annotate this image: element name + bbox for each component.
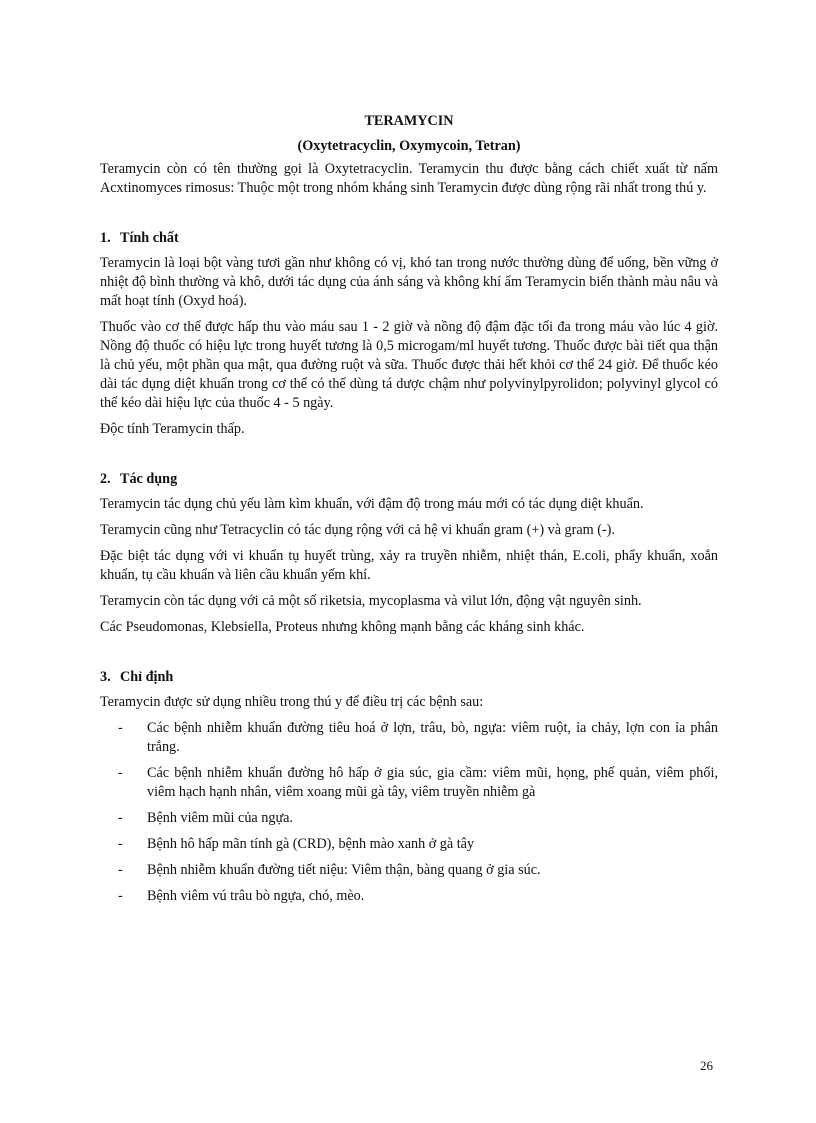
list-item-text: Bệnh viêm mũi của ngựa. bbox=[147, 810, 293, 826]
document-subtitle: (Oxytetracyclin, Oxymycoin, Tetran) bbox=[297, 138, 521, 154]
section-number: 1. bbox=[100, 230, 111, 246]
list-bullet: - bbox=[118, 862, 123, 878]
list-item bbox=[100, 809, 718, 828]
paragraph: Teramycin là loại bột vàng tươi gần như không có vị, khó tan trong nước thường dùng để uống, bền vững ở nhiệt độ bình thường và khô, dưới tác dụng của ánh sáng và không khí ẩm Teramycin biến thành màu nâu và mất hoạt tính (Oxyd hoá). bbox=[100, 255, 718, 309]
section-heading-text: Chỉ định bbox=[120, 669, 174, 685]
section-heading-chi-dinh bbox=[100, 668, 718, 687]
list-item bbox=[100, 861, 718, 880]
list-item bbox=[100, 764, 718, 802]
list-item-text: Bệnh nhiễm khuẩn đường tiết niệu: Viêm thận, bàng quang ở gia súc. bbox=[147, 862, 541, 878]
document-body bbox=[100, 112, 718, 913]
list-item bbox=[100, 719, 718, 757]
intro-paragraph: Teramycin còn có tên thường gọi là Oxytetracyclin. Teramycin thu được bằng cách chiết xuất từ nấm Acxtinomyces rimosus: Thuộc một trong nhóm kháng sinh Teramycin được dùng rộng rãi nhất trong thú y. bbox=[100, 161, 718, 196]
list-item-text: Các bệnh nhiễm khuẩn đường hô hấp ở gia súc, gia cầm: viêm mũi, họng, phế quản, viêm phổi, viêm hạch hạnh nhân, viêm xoang mũi gà tây, viêm truyền nhiễm gà bbox=[147, 765, 718, 800]
list-bullet: - bbox=[118, 888, 123, 904]
paragraph: Teramycin còn tác dụng với cả một số riketsia, mycoplasma và vilut lớn, động vật nguyên sinh. bbox=[100, 593, 642, 609]
list-item-text: Các bệnh nhiễm khuẩn đường tiêu hoá ở lợn, trâu, bò, ngựa: viêm ruột, ỉa chảy, lợn con ỉa phân trắng. bbox=[147, 720, 718, 755]
paragraph: Độc tính Teramycin thấp. bbox=[100, 421, 245, 437]
section-heading-text: Tính chất bbox=[120, 230, 179, 246]
document-title: TERAMYCIN bbox=[364, 113, 454, 129]
section-heading-tac-dung bbox=[100, 470, 718, 489]
paragraph: Đặc biệt tác dụng với vi khuẩn tụ huyết trùng, xảy ra truyền nhiễm, nhiệt thán, E.coli, phẩy khuẩn, xoắn khuẩn, tụ cầu khuẩn và liên cầu khuẩn yếm khí. bbox=[100, 548, 718, 583]
list-item bbox=[100, 887, 718, 906]
list-item-text: Bệnh hô hấp mãn tính gà (CRD), bệnh mào xanh ở gà tây bbox=[147, 836, 475, 852]
list-item-text: Bệnh viêm vú trâu bò ngựa, chó, mèo. bbox=[147, 888, 365, 904]
section-number: 2. bbox=[100, 471, 111, 487]
section-heading-text: Tác dụng bbox=[120, 471, 178, 487]
list-bullet: - bbox=[118, 836, 123, 852]
list-item bbox=[100, 835, 718, 854]
list-bullet: - bbox=[118, 720, 123, 736]
list-bullet: - bbox=[118, 810, 123, 826]
paragraph: Teramycin được sử dụng nhiều trong thú y để điều trị các bệnh sau: bbox=[100, 694, 484, 710]
section-heading-tinh-chat bbox=[100, 229, 718, 248]
paragraph: Thuốc vào cơ thể được hấp thu vào máu sau 1 - 2 giờ và nồng độ đậm đặc tối đa trong máu vào lúc 4 giờ. Nồng độ thuốc có hiệu lực trong huyết tương là 0,5 microgam/ml huyết tương. Thuốc được bài tiết qua thận là chủ yếu, một phần qua mật, qua đường ruột và sữa. Thuốc được thải hết khỏi cơ thể 24 giờ. Để thuốc kéo dài tác dụng diệt khuẩn trong cơ thể có thể dùng tá dược chậm như polyvinylpyrolidon; polyvinyl glycol có thể kéo dài hiệu lực của thuốc 4 - 5 ngày. bbox=[100, 319, 718, 411]
paragraph: Teramycin tác dụng chủ yếu làm kìm khuẩn, với đậm độ trong máu mới có tác dụng diệt khuẩn. bbox=[100, 496, 644, 512]
paragraph: Teramycin cũng như Tetracyclin có tác dụng rộng với cả hệ vi khuẩn gram (+) và gram (-). bbox=[100, 522, 615, 538]
section-number: 3. bbox=[100, 669, 111, 685]
paragraph: Các Pseudomonas, Klebsiella, Proteus nhưng không mạnh bằng các kháng sinh khác. bbox=[100, 619, 585, 635]
indication-list bbox=[100, 719, 718, 906]
list-bullet: - bbox=[118, 765, 123, 781]
page-number: 26 bbox=[700, 1058, 713, 1073]
